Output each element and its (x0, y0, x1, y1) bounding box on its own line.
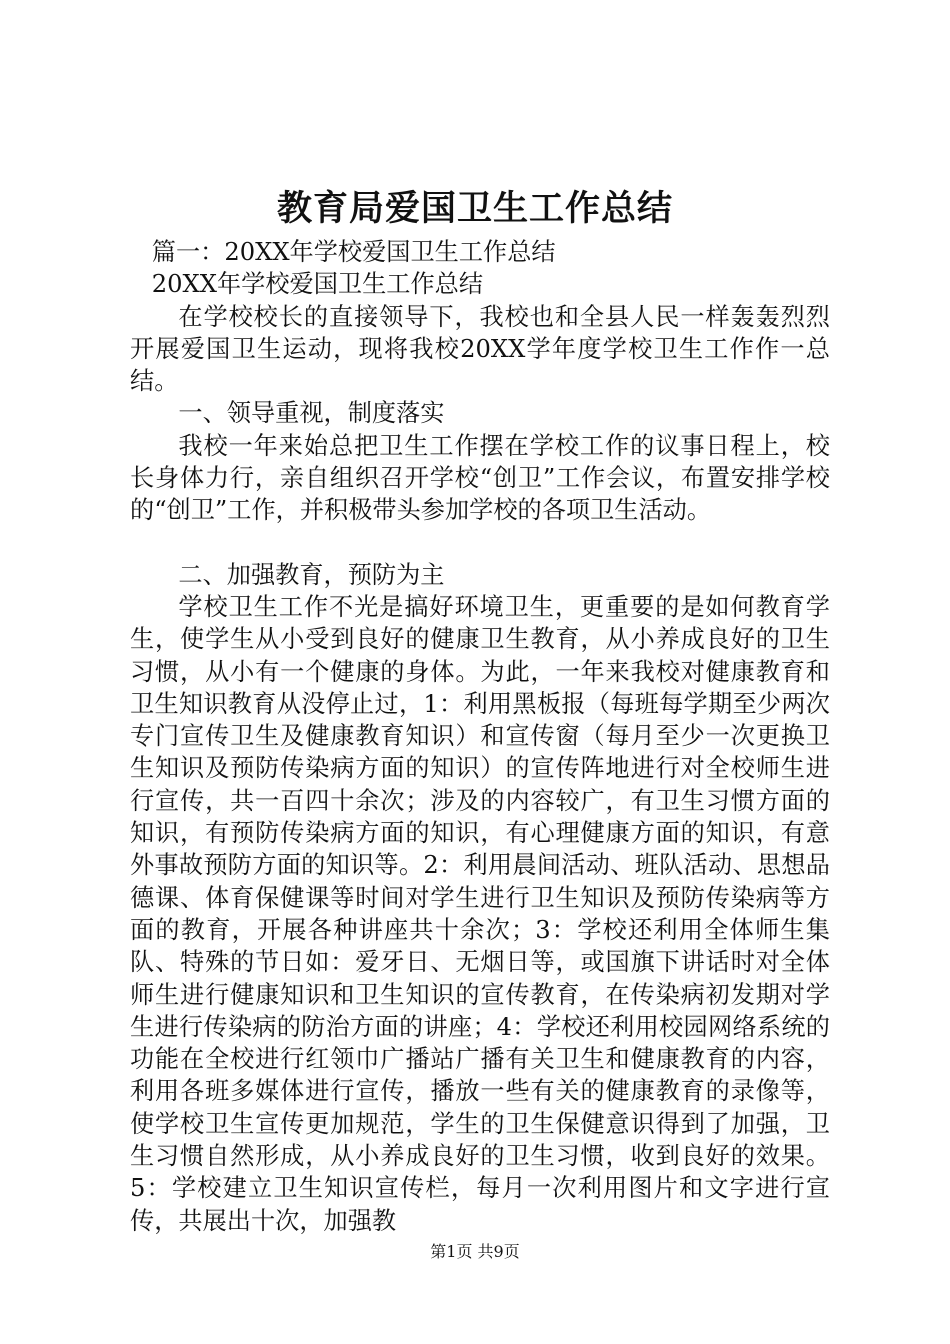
page-footer: 第1页 共9页 (430, 1242, 520, 1261)
paragraph-part-one-heading: 篇一：20XX年学校爱国卫生工作总结 (151, 238, 556, 266)
document-body (130, 236, 830, 1237)
section-heading-2: 二、加强教育，预防为主 (178, 560, 445, 589)
paragraph-section-2: 学校卫生工作不光是搞好环境卫生，更重要的是如何教育学生，使学生从小受到良好的健康卫生教育，从小养成良好的卫生习惯，从小有一个健康的身体。为此，一年来我校对健康教育和卫生知识教育从没停止过，1：利用黑板报（每班每学期至少两次专门宣传卫生及健康教育知识）和宣传窗（每月至少一次更换卫生知识及预防传染病方面的知识）的宣传阵地进行对全校师生进行宣传，共一百四十余次；涉及的内容较广，有卫生习惯方面的知识，有预防传染病方面的知识，有心理健康方面的知识，有意外事故预防方面的知识等。2：利用晨间活动、班队活动、思想品德课、体育保健课等时间对学生进行卫生知识及预防传染病等方面的教育，开展各种讲座共十余次；3：学校还利用全体师生集队、特殊的节日如：爱牙日、无烟日等，或国旗下讲话时对全体师生进行健康知识和卫生知识的宣传教育，在传染病初发期对学生进行传染病的防治方面的讲座；4：学校还利用校园网络系统的功能在全校进行红领巾广播站广播有关卫生和健康教育的内容，利用各班多媒体进行宣传，播放一些有关的健康教育的录像等，使学校卫生宣传更加规范，学生的卫生保健意识得到了加强，卫生习惯自然形成，从小养成良好的卫生习惯，收到良好的效果。5：学校建立卫生知识宣传栏，每月一次利用图片和文字进行宣传，共展出十次，加强教 (130, 592, 830, 1235)
document-title: 教育局爱国卫生工作总结 (276, 188, 673, 229)
paragraph-intro: 在学校校长的直接领导下，我校也和全县人民一样轰轰烈烈开展爱国卫生运动，现将我校20XX学年度学校卫生工作作一总结。 (130, 302, 830, 396)
section-heading-1: 一、领导重视，制度落实 (178, 399, 445, 428)
paragraph-subtitle: 20XX年学校爱国卫生工作总结 (151, 270, 484, 299)
paragraph-section-1: 我校一年来始总把卫生工作摆在学校工作的议事日程上，校长身体力行，亲自组织召开学校“创卫”工作会议，布置安排学校的“创卫”工作，并积极带头参加学校的各项卫生活动。 (130, 431, 830, 525)
